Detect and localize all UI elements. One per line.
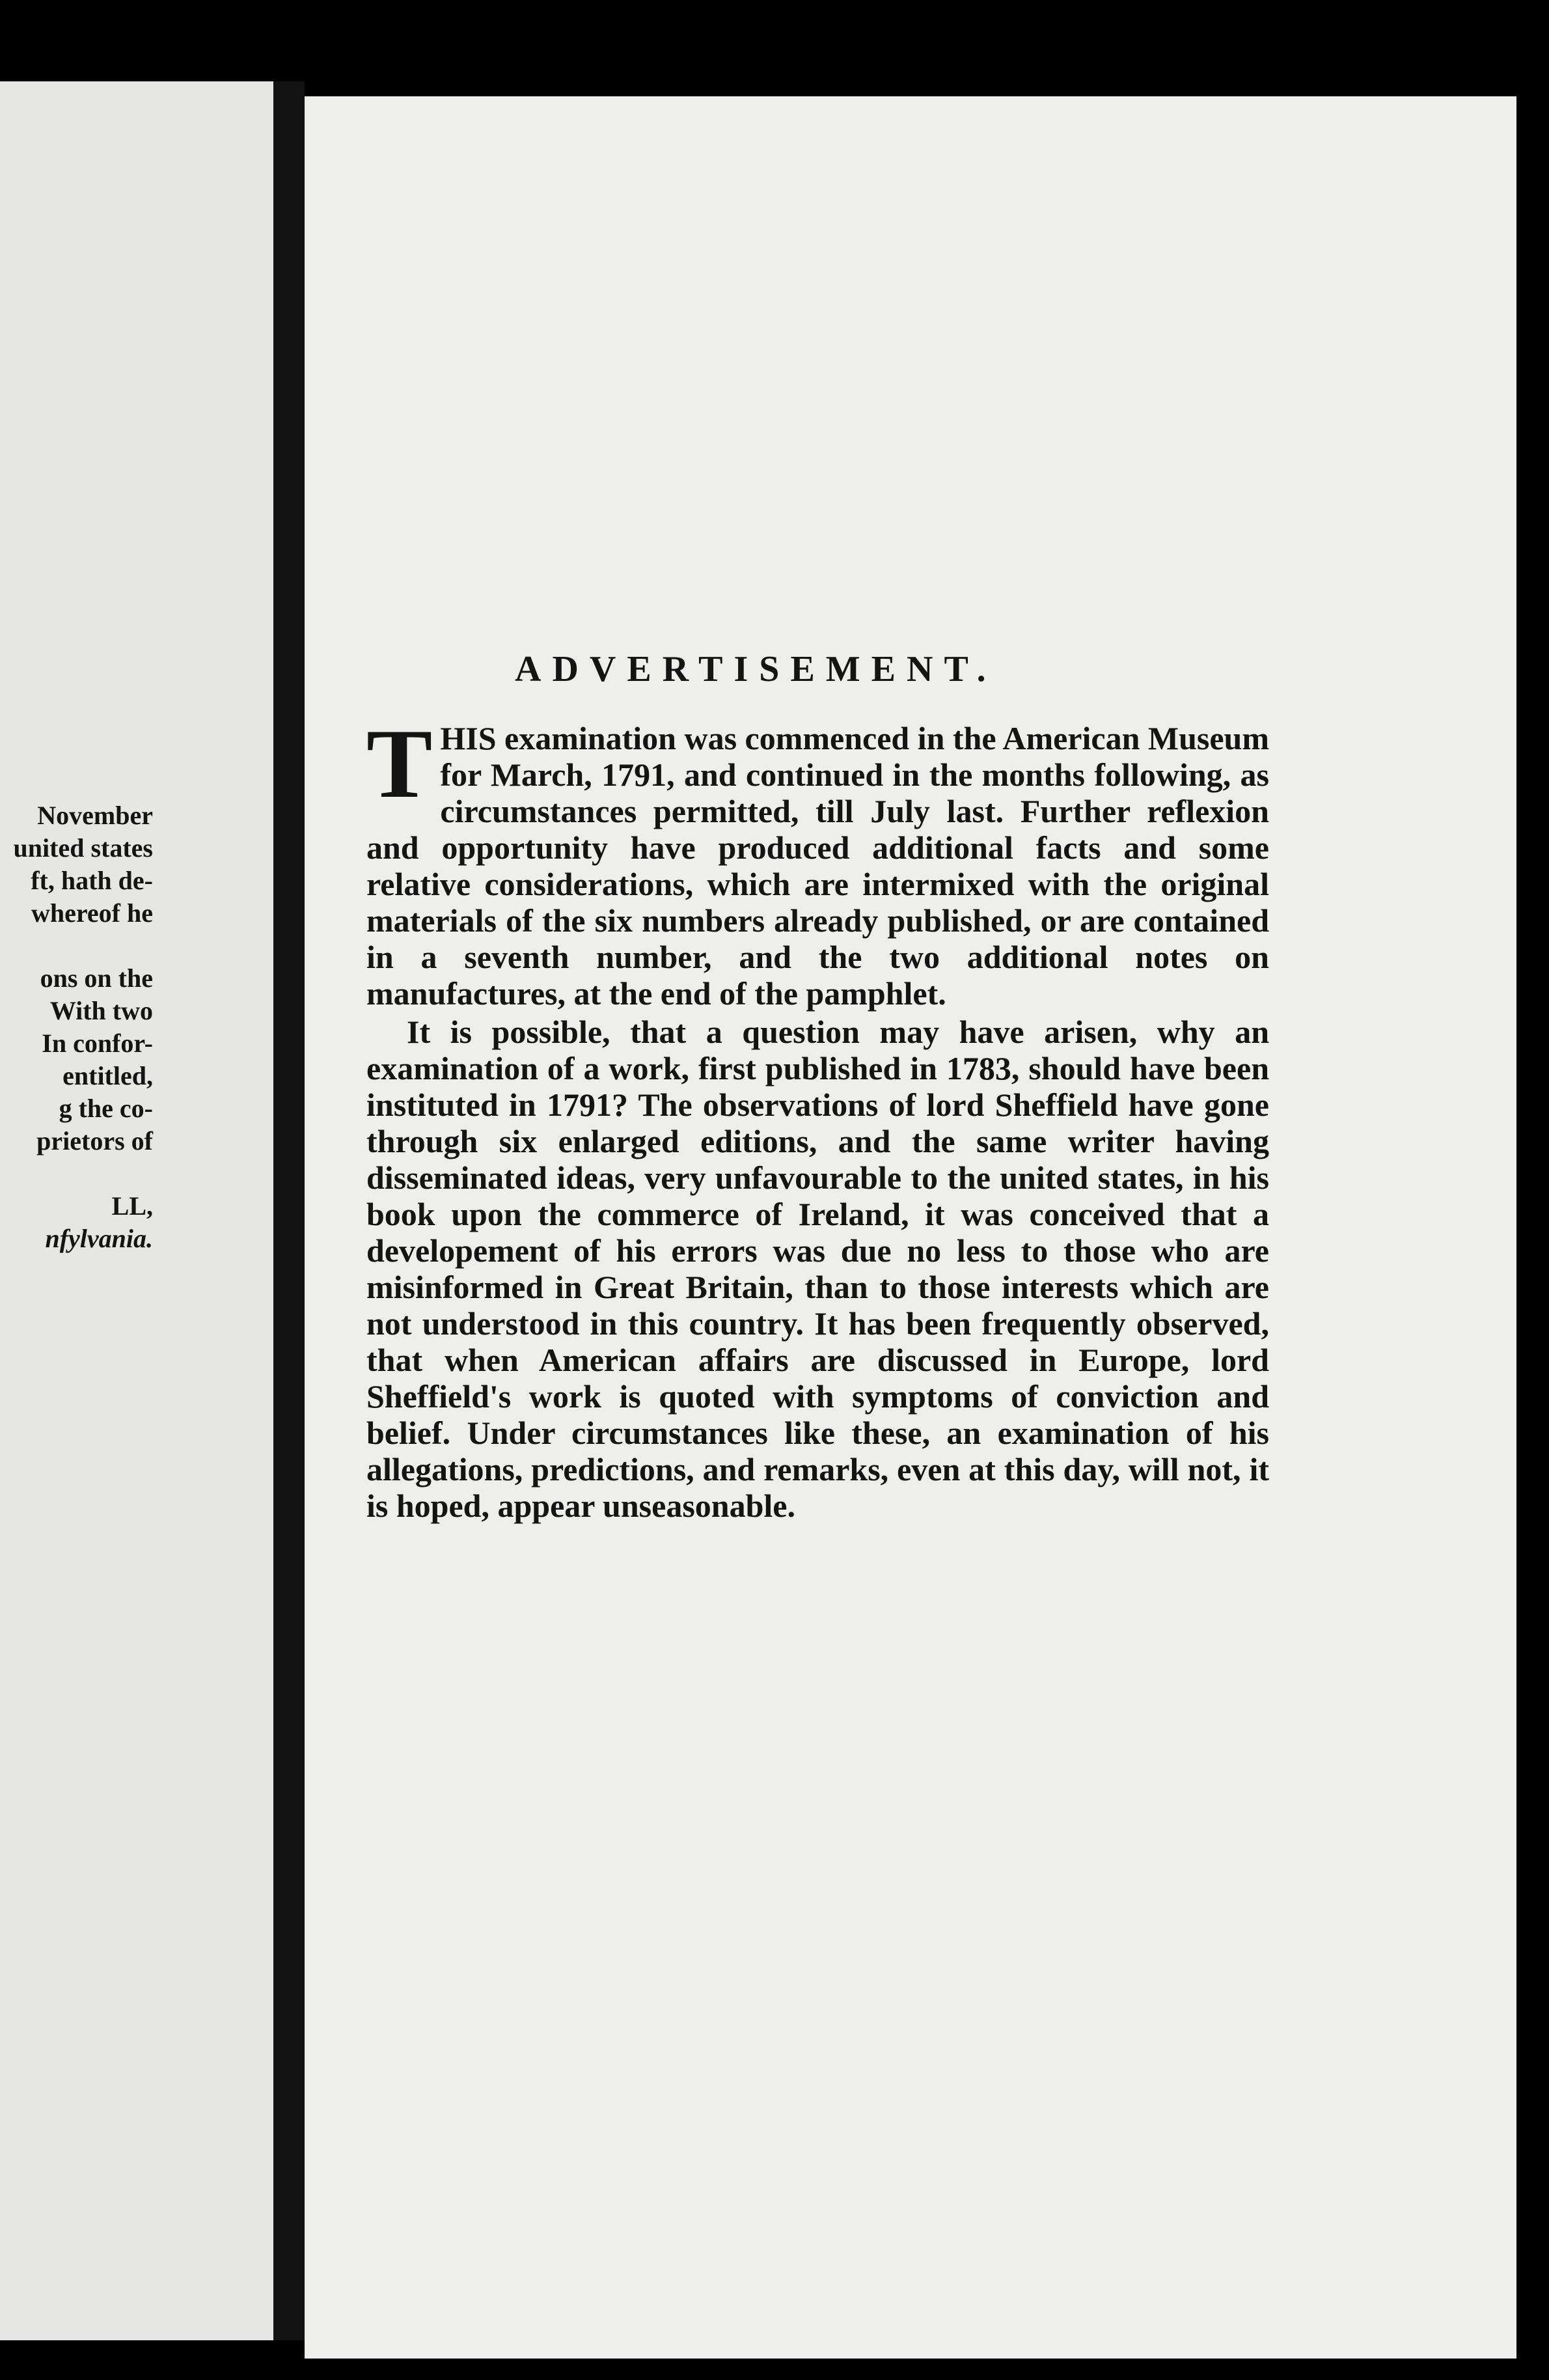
paragraph-1-text: HIS examination was commenced in the American Museum for March, 1791, and continued in the months following, as circumstances permitted, till July last. Further reflexion and opportunity have produced additional facts and some relative considerations, which are intermixed with the original materials of the six numbers already published, or are contained in a seventh number, and the two additional notes on manufactures, at the end of the pamphlet.: [366, 720, 1269, 1012]
left-page-line: entitled,: [62, 1061, 153, 1090]
left-page-line: [0, 1157, 273, 1190]
advertisement-body: [366, 709, 1269, 1524]
left-facing-page: [0, 81, 273, 2340]
right-page: [305, 96, 1516, 2359]
left-page-line: nfylvania.: [45, 1224, 153, 1253]
left-page-line: LL,: [111, 1191, 153, 1221]
left-page-line: united states: [13, 833, 153, 863]
left-page-text: [0, 799, 273, 1255]
left-page-line: ft, hath de-: [31, 866, 153, 895]
left-page-line: g the co-: [59, 1094, 153, 1123]
paragraph-1: [366, 709, 1269, 1012]
left-page-line: prietors of: [36, 1126, 153, 1155]
left-page-line: With two: [49, 996, 153, 1025]
drop-cap: T: [366, 709, 433, 818]
left-page-line: ons on the: [40, 963, 153, 993]
left-page-line: [0, 930, 273, 962]
left-page-line: November: [37, 801, 153, 830]
left-page-line: whereof he: [31, 898, 153, 928]
page-heading: ADVERTISEMENT.: [515, 649, 997, 689]
book-gutter: [273, 81, 305, 2340]
left-page-line: In confor-: [42, 1029, 153, 1058]
paragraph-2: It is possible, that a question may have arisen, why an examination of a work, first published in 1783, should have been instituted in 1791? The observations of lord Sheffield have gone through six enlarged editions, and the same writer having disseminated ideas, very unfavourable to the united states, in his book upon the commerce of Ireland, it was conceived that a developement of his errors was due no less to those who are misinformed in Great Britain, than to those interests which are not understood in this country. It has been frequently observed, that when American affairs are discussed in Europe, lord Sheffield's work is quoted with symptoms of conviction and belief. Under circumstances like these, an examination of his allegations, predictions, and remarks, even at this day, will not, it is hoped, appear unseasonable.: [366, 1014, 1269, 1524]
